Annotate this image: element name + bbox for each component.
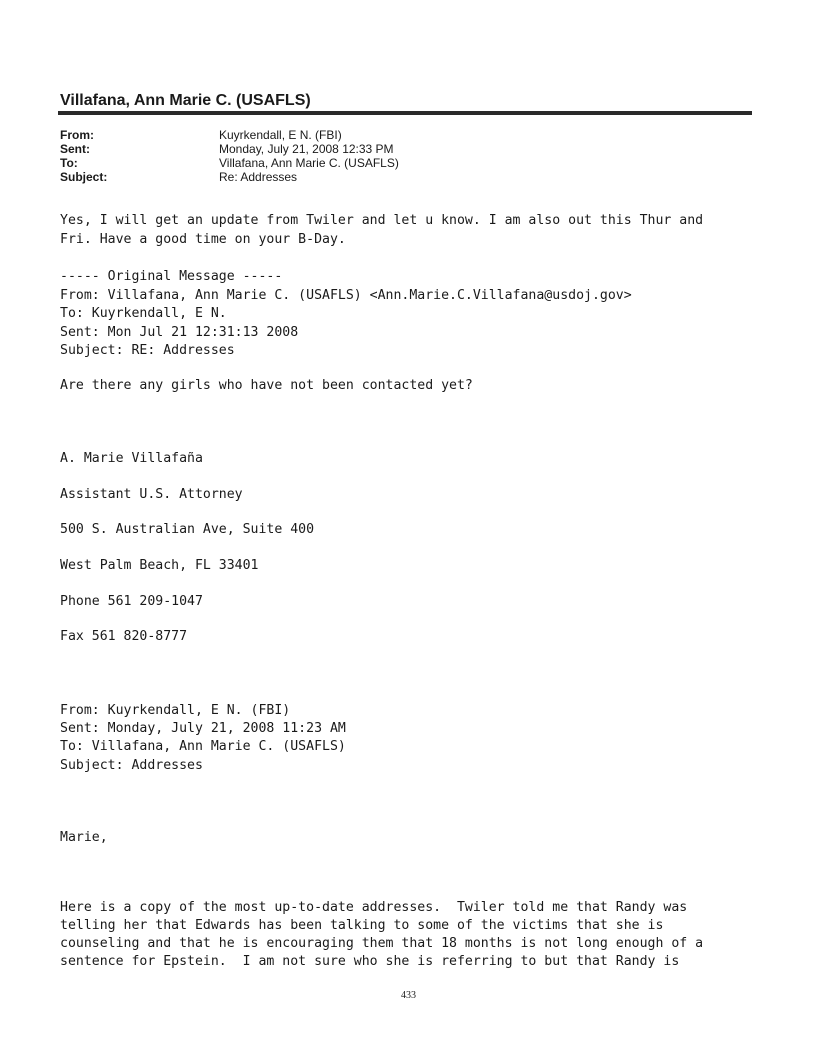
from-value: Kuyrkendall, E N. (FBI) <box>219 128 342 142</box>
earlier-to: To: Villafana, Ann Marie C. (USAFLS) <box>60 739 346 754</box>
page-number: 433 <box>401 990 416 1001</box>
signature-phone: Phone 561 209-1047 <box>60 594 203 609</box>
earlier-body-line-2: telling her that Edwards has been talking to some of the victims that she is <box>60 918 664 933</box>
signature-city: West Palm Beach, FL 33401 <box>60 558 259 573</box>
email-header <box>60 128 399 184</box>
earlier-body-line-4: sentence for Epstein. I am not sure who she is referring to but that Randy is <box>60 954 680 969</box>
header-subject-row <box>60 170 399 184</box>
signature-name: A. Marie Villafaña <box>60 451 203 466</box>
earlier-subject: Subject: Addresses <box>60 758 203 773</box>
header-from-row <box>60 128 399 142</box>
signature-title: Assistant U.S. Attorney <box>60 487 243 502</box>
signature-fax: Fax 561 820-8777 <box>60 629 188 644</box>
original-question: Are there any girls who have not been contacted yet? <box>60 378 473 393</box>
sent-label: Sent: <box>60 142 90 156</box>
subject-value: Re: Addresses <box>219 170 298 184</box>
earlier-body-line-3: counseling and that he is encouraging them that 18 months is not long enough of a <box>60 936 704 951</box>
signature-address: 500 S. Australian Ave, Suite 400 <box>60 522 315 537</box>
to-value: Villafana, Ann Marie C. (USAFLS) <box>219 156 399 170</box>
reply-line-2: Fri. Have a good time on your B-Day. <box>60 232 346 247</box>
original-sent: Sent: Mon Jul 21 12:31:13 2008 <box>60 325 299 340</box>
reply-line-1: Yes, I will get an update from Twiler and let u know. I am also out this Thur and <box>60 213 704 228</box>
original-to: To: Kuyrkendall, E N. <box>60 306 227 321</box>
subject-label: Subject: <box>60 170 108 184</box>
header-to-row <box>60 156 399 170</box>
to-label: To: <box>60 156 78 170</box>
earlier-sent: Sent: Monday, July 21, 2008 11:23 AM <box>60 721 346 736</box>
original-from: From: Villafana, Ann Marie C. (USAFLS) <Ann.Marie.C.Villafana@usdoj.gov> <box>60 288 632 303</box>
header-sent-row <box>60 142 399 156</box>
original-separator: ----- Original Message ----- <box>60 269 283 284</box>
from-label: From: <box>60 128 94 142</box>
original-subject: Subject: RE: Addresses <box>60 343 235 358</box>
earlier-greeting: Marie, <box>60 830 108 845</box>
page-title: Villafana, Ann Marie C. (USAFLS) <box>60 92 311 109</box>
earlier-body-line-1: Here is a copy of the most up-to-date addresses. Twiler told me that Randy was <box>60 900 688 915</box>
sent-value: Monday, July 21, 2008 12:33 PM <box>219 142 394 156</box>
title-divider <box>58 111 752 115</box>
earlier-from: From: Kuyrkendall, E N. (FBI) <box>60 703 291 718</box>
